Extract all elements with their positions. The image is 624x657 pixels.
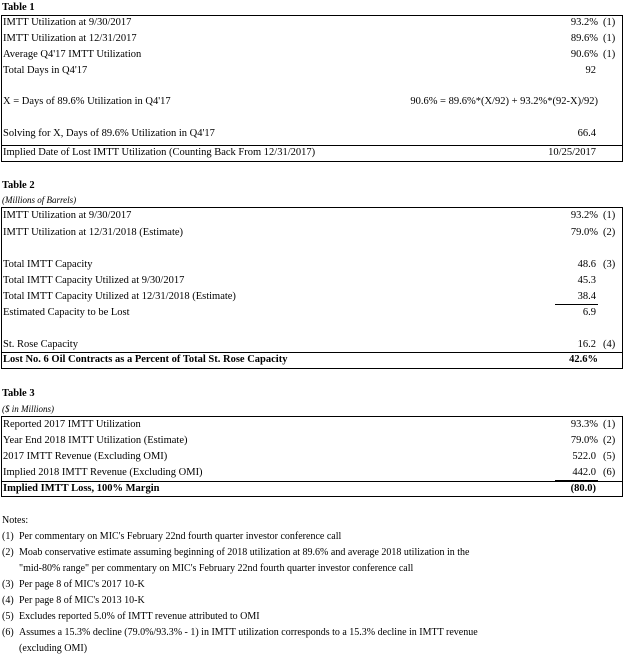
table3-subtitle: ($ in Millions): [2, 404, 54, 414]
st-rose-value: 16.2: [577, 339, 596, 350]
row-note: (2): [603, 227, 616, 238]
row-value: 48.6: [577, 259, 596, 270]
imtt-loss-value: (80.0): [570, 483, 596, 494]
footnote-number: (2): [2, 547, 14, 558]
row-label: Estimated Capacity to be Lost: [3, 307, 130, 318]
divider: [1, 145, 623, 146]
row-note: (1): [603, 419, 616, 430]
lost-contracts-value: 42.6%: [569, 354, 598, 365]
st-rose-note: (4): [603, 339, 616, 350]
row-note: (1): [603, 33, 616, 44]
footnote-text: Moab conservative estimate assuming beginning of 2018 utilization at 89.6% and average 2018 utilization in the: [19, 547, 470, 558]
row-value: 522.0: [572, 451, 596, 462]
row-note: (5): [603, 451, 616, 462]
row-value: 92: [585, 65, 596, 76]
row-label: IMTT Utilization at 9/30/2017: [3, 210, 132, 221]
row-note: (1): [603, 17, 616, 28]
lost-contracts-label: Lost No. 6 Oil Contracts as a Percent of Total St. Rose Capacity: [3, 354, 288, 365]
footnote-text: Per page 8 of MIC's 2013 10-K: [19, 595, 145, 606]
table2-title: Table 2: [2, 180, 35, 191]
row-value: 93.2%: [570, 17, 598, 28]
footnote-text: Assumes a 15.3% decline (79.0%/93.3% - 1) in IMTT utilization corresponds to a 15.3% decline in IMTT revenue: [19, 627, 478, 638]
row-note: (1): [603, 49, 616, 60]
row-label: Total IMTT Capacity Utilized at 12/31/2018 (Estimate): [3, 291, 236, 302]
row-note: (3): [603, 259, 616, 270]
notes-title: Notes:: [2, 515, 29, 526]
footnote-number: (6): [2, 627, 14, 638]
implied-date-label: Implied Date of Lost IMTT Utilization (Counting Back From 12/31/2017): [3, 147, 316, 158]
footnote-number: (5): [2, 611, 14, 622]
row-label: Reported 2017 IMTT Utilization: [3, 419, 141, 430]
row-label: Average Q4'17 IMTT Utilization: [3, 49, 142, 60]
table1-title: Table 1: [2, 2, 35, 13]
imtt-loss-label: Implied IMTT Loss, 100% Margin: [3, 483, 160, 494]
divider: [1, 352, 623, 353]
table2-subtitle: (Millions of Barrels): [2, 195, 77, 205]
row-label: Total IMTT Capacity Utilized at 9/30/2017: [3, 275, 185, 286]
row-value: 89.6%: [570, 33, 598, 44]
st-rose-label: St. Rose Capacity: [3, 339, 78, 350]
row-value: 45.3: [577, 275, 596, 286]
footnote-text: Per commentary on MIC's February 22nd fourth quarter investor conference call: [19, 531, 342, 542]
subtotal-rule: [555, 304, 598, 305]
row-label: IMTT Utilization at 12/31/2018 (Estimate): [3, 227, 184, 238]
table3-title: Table 3: [2, 388, 35, 399]
row-value: 93.2%: [570, 210, 598, 221]
row-note: (6): [603, 467, 616, 478]
row-label: Total Days in Q4'17: [3, 65, 88, 76]
equation-label: X = Days of 89.6% Utilization in Q4'17: [3, 96, 171, 107]
row-label: IMTT Utilization at 9/30/2017: [3, 17, 132, 28]
row-label: IMTT Utilization at 12/31/2017: [3, 33, 137, 44]
row-note: (2): [603, 435, 616, 446]
footnote-number: (4): [2, 595, 14, 606]
solve-label: Solving for X, Days of 89.6% Utilization in Q4'17: [3, 128, 215, 139]
footnote-text: Per page 8 of MIC's 2017 10-K: [19, 579, 145, 590]
row-note: (1): [603, 210, 616, 221]
implied-date-value: 10/25/2017: [548, 147, 596, 158]
footnote-text: Excludes reported 5.0% of IMTT revenue attributed to OMI: [19, 611, 260, 622]
row-label: Implied 2018 IMTT Revenue (Excluding OMI): [3, 467, 203, 478]
row-value: 442.0: [572, 467, 596, 478]
row-value: 79.0%: [570, 227, 598, 238]
row-value: 90.6%: [570, 49, 598, 60]
footnote-number: (1): [2, 531, 14, 542]
footnote-number: (3): [2, 579, 14, 590]
row-label: 2017 IMTT Revenue (Excluding OMI): [3, 451, 168, 462]
footnote-text: (excluding OMI): [19, 643, 88, 654]
row-value: 93.3%: [570, 419, 598, 430]
solve-value: 66.4: [577, 128, 596, 139]
row-value: 6.9: [582, 307, 596, 318]
row-value: 38.4: [577, 291, 596, 302]
row-label: Total IMTT Capacity: [3, 259, 93, 270]
row-value: 79.0%: [570, 435, 598, 446]
row-label: Year End 2018 IMTT Utilization (Estimate): [3, 435, 188, 446]
equation: 90.6% = 89.6%*(X/92) + 93.2%*(92-X)/92): [410, 96, 598, 107]
footnote-text: "mid-80% range" per commentary on MIC's February 22nd fourth quarter investor conference call: [19, 563, 414, 574]
divider: [1, 481, 623, 482]
